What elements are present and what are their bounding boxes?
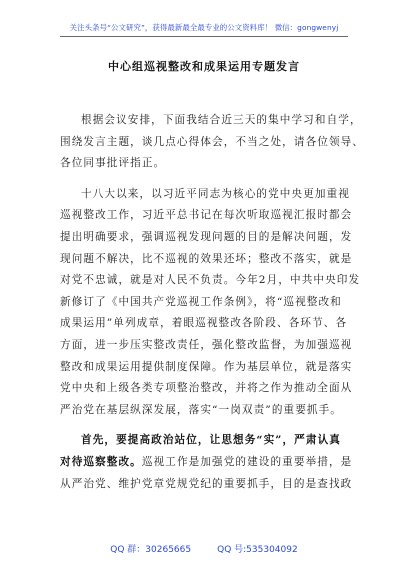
paragraph-line: 整改和成果运用提供制度保障。作为基层单位，就是落实 [60, 360, 353, 373]
paragraph-line: 党中央和上级各类专项整治整改，并将之作为推动全面从 [60, 382, 353, 395]
paragraph-line: 成果运用”单列成章，着眼巡视整改各阶段、各环节、各 [60, 317, 348, 330]
paragraph-line: 方面，进一步压实整改责任，强化整改监督，为加强巡视 [60, 338, 353, 351]
paragraph-line: 巡视整改工作，习近平总书记在每次听取巡视汇报时都会 [60, 209, 353, 222]
paragraph-text: 巡视工作是加强党的建设的重要举措，是 [141, 455, 353, 468]
document-title: 中心组巡视整改和成果运用专题发言 [108, 60, 300, 73]
paragraph-line: 对党不忠诚，就是对人民不负责。今年2月，中共中央印发 [60, 274, 361, 287]
paragraph-line [60, 452, 362, 474]
paragraph-line: 根据会议安排，下面我结合近三天的集中学习和自学， [81, 114, 362, 126]
header-divider [60, 36, 348, 37]
paragraph-1 [60, 110, 365, 175]
paragraph-line: 严治党在基层纵深发展，落实“一岗双责”的重要抓手。 [60, 403, 342, 416]
paragraph-line: 现问题不解决，比不巡视的效果还坏；整改不落实，就是 [60, 252, 353, 265]
footer-qq-group: QQ 群：30265665 [110, 545, 192, 555]
paragraph-2 [60, 184, 362, 422]
paragraph-line: 从严治党、维护党章党规党纪的重要抓手，目的是查找政 [60, 477, 353, 490]
footer-contact [0, 542, 408, 555]
paragraph-line: 十八大以来，以习近平同志为核心的党中央更加重视 [81, 187, 350, 200]
document-body [60, 110, 365, 495]
header-note: 关注头条号“公文研究”，获得最新最全最专业的公文资料库！ 微信：gongwenyj [69, 23, 339, 32]
section-heading-end: 对待巡察整改。 [60, 455, 142, 468]
section-heading-line: 首先，要提高政治站位，让思想务“实”，严肃认真 [81, 434, 341, 447]
paragraph-line: 新修订了《中国共产党巡视工作条例》，将“巡视整改和 [60, 295, 342, 308]
paragraph-line: 提出明确要求，强调巡视发现问题的目的是解决问题，发 [60, 230, 353, 243]
paragraph-3 [60, 430, 362, 495]
paragraph-line: 围绕发言主题，谈几点心得体会，不当之处，请各位领导、 [60, 135, 365, 148]
paragraph-line: 各位同事批评指正。 [60, 157, 166, 170]
footer-qq-number: QQ 号:535304092 [217, 545, 298, 555]
